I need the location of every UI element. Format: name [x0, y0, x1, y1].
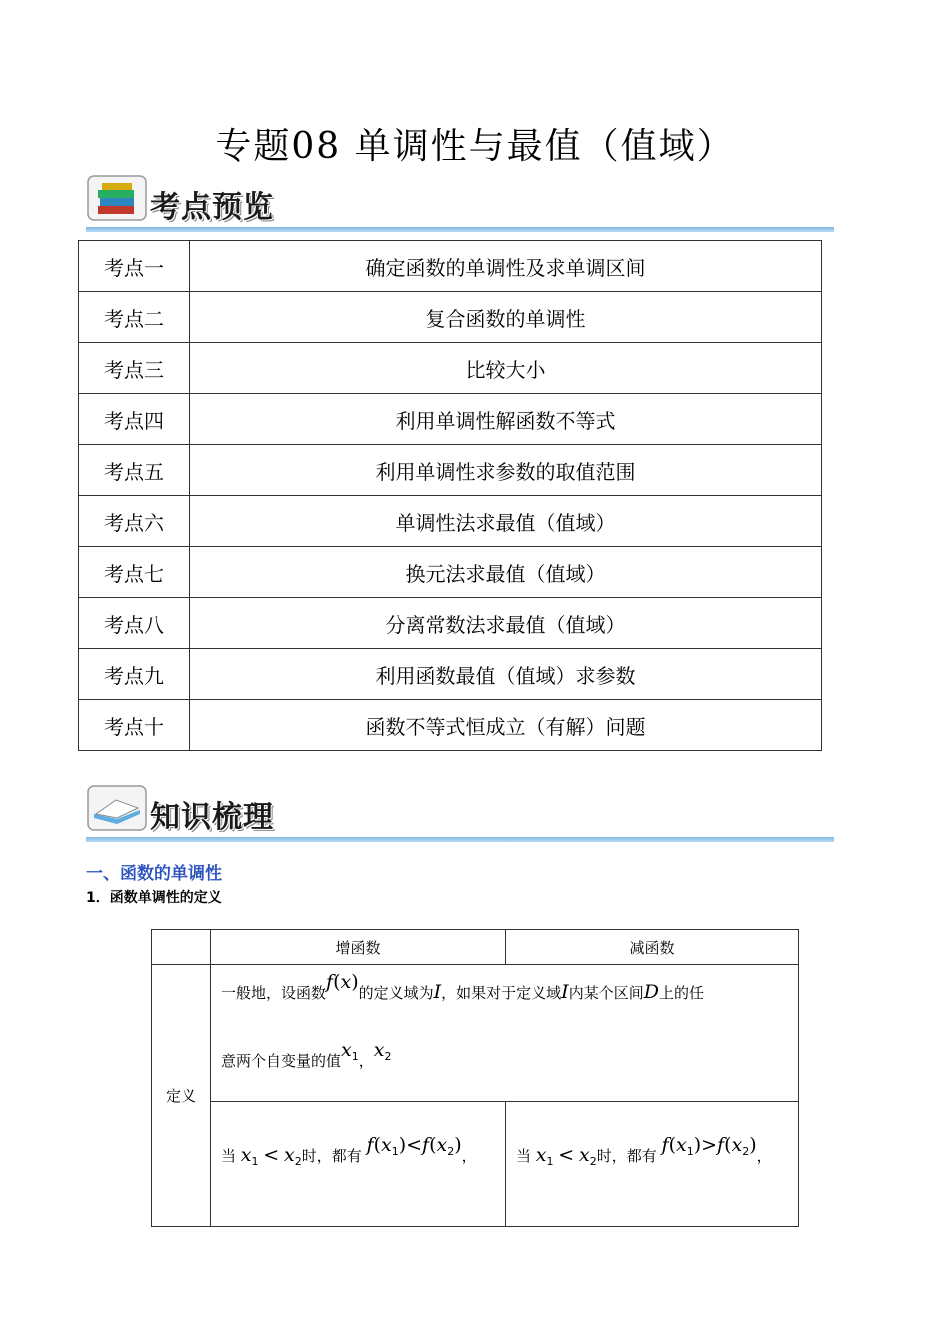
preview-banner-line [86, 227, 834, 232]
topic-text: 比较大小 [190, 343, 822, 394]
section-heading: 一、函数的单调性 [86, 864, 222, 884]
topic-label: 考点一 [79, 241, 190, 292]
increasing-condition-cell [211, 1102, 506, 1227]
topic-text: 确定函数的单调性及求单调区间 [190, 241, 822, 292]
table-row [79, 241, 822, 292]
topic-label: 考点九 [79, 649, 190, 700]
topic-label: 考点五 [79, 445, 190, 496]
topic-label: 考点二 [79, 292, 190, 343]
page-title: 专题08 单调性与最值（值域） [215, 126, 735, 167]
definition-line-2: 意两个自变量的值$x_1$，$x_2$ [221, 1039, 392, 1070]
row-label: 定义 [152, 965, 211, 1227]
definition-table [151, 929, 799, 1227]
definition-line-1: 一般地，设函数f(x)的定义域为I，如果对于定义域I内某个区间D上的任 [221, 971, 704, 1003]
books-icon [86, 174, 148, 222]
topic-text: 复合函数的单调性 [190, 292, 822, 343]
preview-banner [86, 170, 834, 232]
table-row [79, 700, 822, 751]
table-row [152, 1102, 799, 1227]
topic-label: 考点六 [79, 496, 190, 547]
topic-table [78, 240, 822, 751]
decreasing-condition: 当 $x_1 < x_2$时，都有 $f(x_1)>f(x_2)$， [516, 1134, 772, 1168]
preview-banner-text: 考点预览 [150, 190, 274, 225]
table-row [152, 965, 799, 1102]
topic-text: 利用函数最值（值域）求参数 [190, 649, 822, 700]
topic-text: 利用单调性求参数的取值范围 [190, 445, 822, 496]
table-row [79, 598, 822, 649]
col-decreasing: 减函数 [506, 930, 799, 965]
topic-label: 考点八 [79, 598, 190, 649]
table-row [152, 930, 799, 965]
table-row [79, 496, 822, 547]
table-row [79, 394, 822, 445]
subsection-heading: 1．函数单调性的定义 [86, 890, 222, 906]
topic-text: 利用单调性解函数不等式 [190, 394, 822, 445]
topic-text: 单调性法求最值（值域） [190, 496, 822, 547]
open-book-icon [86, 784, 148, 832]
table-row [79, 547, 822, 598]
table-row [79, 292, 822, 343]
decreasing-condition-cell [506, 1102, 799, 1227]
general-definition-cell [211, 965, 799, 1102]
topic-label: 考点四 [79, 394, 190, 445]
table-row [79, 649, 822, 700]
table-row [79, 343, 822, 394]
col-increasing: 增函数 [211, 930, 506, 965]
topic-label: 考点三 [79, 343, 190, 394]
topic-text: 分离常数法求最值（值域） [190, 598, 822, 649]
topic-text: 换元法求最值（值域） [190, 547, 822, 598]
topic-label: 考点七 [79, 547, 190, 598]
knowledge-banner-text: 知识梳理 [150, 800, 274, 835]
topic-text: 函数不等式恒成立（有解）问题 [190, 700, 822, 751]
knowledge-banner [86, 780, 834, 842]
topic-label: 考点十 [79, 700, 190, 751]
table-row [79, 445, 822, 496]
corner-cell [152, 930, 211, 965]
increasing-condition: 当 $x_1 < x_2$时，都有 $f(x_1)<f(x_2)$， [221, 1134, 477, 1168]
knowledge-banner-line [86, 837, 834, 842]
